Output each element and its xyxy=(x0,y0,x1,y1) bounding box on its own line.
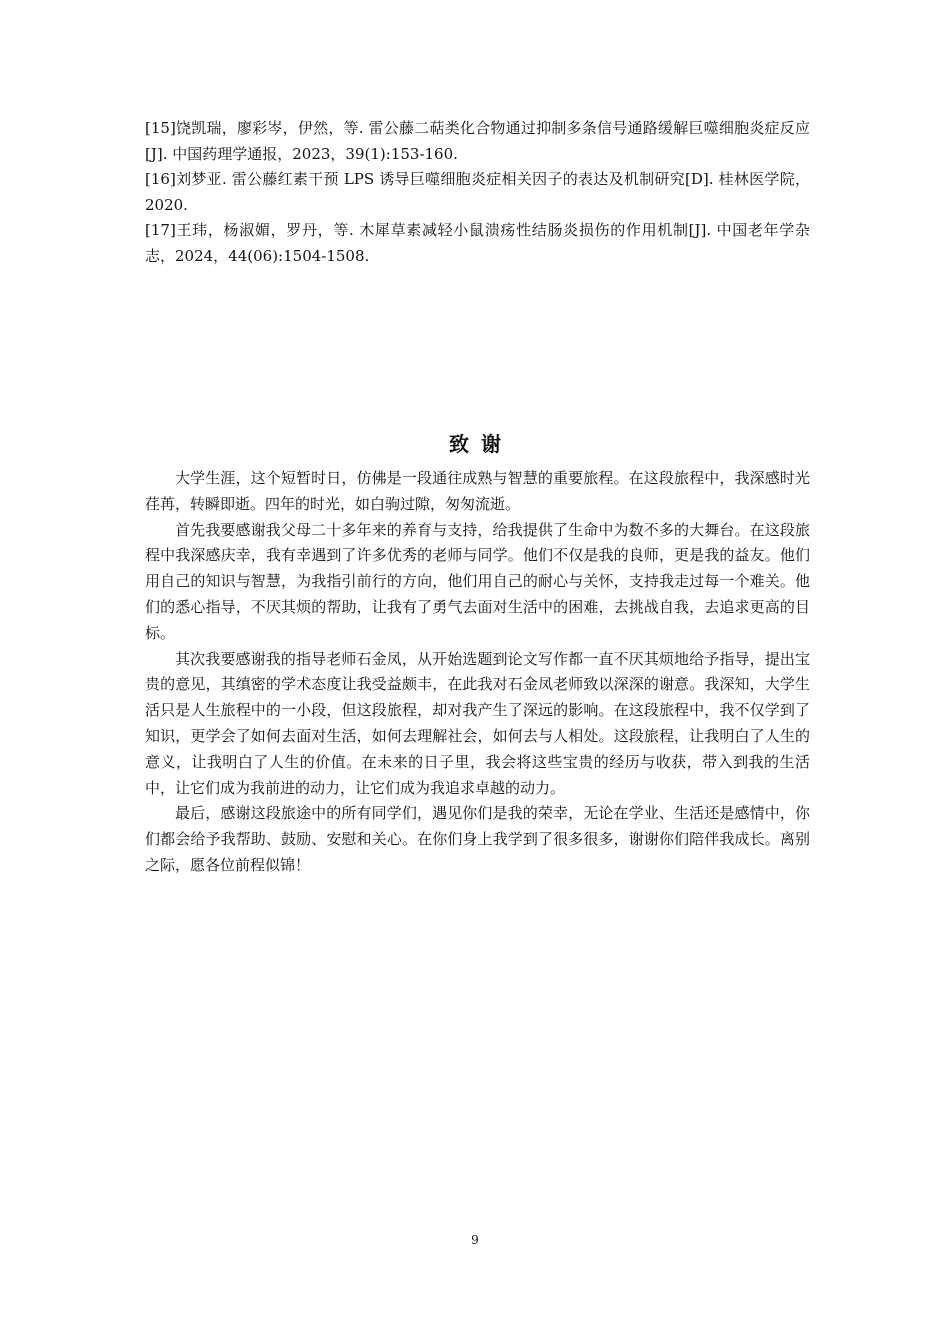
acknowledgement-paragraph-3: 其次我要感谢我的指导老师石金凤，从开始选题到论文写作都一直不厌其烦地给予指导，提出宝贵的意见，其缜密的学术态度让我受益颇丰，在此我对石金凤老师致以深深的谢意。我深知，大学生活只是人生旅程中的一小段，但这段旅程，却对我产生了深远的影响。在这段旅程中，我不仅学到了知识，更学会了如何去面对生活，如何去理解社会，如何去与人相处。这段旅程，让我明白了人生的意义，让我明白了人生的价值。在未来的日子里，我会将这些宝贵的经历与收获，带入到我的生活中，让它们成为我前进的动力，让它们成为我追求卓越的动力。 xyxy=(145,649,810,797)
page-number: 9 xyxy=(471,1233,479,1247)
acknowledgement-paragraph-2: 首先我要感谢我父母二十多年来的养育与支持，给我提供了生命中为数不多的大舞台。在这段旅程中我深感庆幸，我有幸遇到了许多优秀的老师与同学。他们不仅是我的良师，更是我的益友。他们用自己的知识与智慧，为我指引前行的方向，他们用自己的耐心与关怀，支持我走过每一个难关。他们的悉心指导，不厌其烦的帮助，让我有了勇气去面对生活中的困难，去挑战自我，去追求更高的目标。 xyxy=(145,520,810,642)
reference-item-15: [15]饶凯瑞，廖彩岑，伊然，等. 雷公藤二萜类化合物通过抑制多条信号通路缓解巨噬细胞炎症反应[J]. 中国药理学通报，2023，39(1):153-160. xyxy=(145,119,810,163)
acknowledgement-paragraph-1: 大学生涯，这个短暂时日，仿佛是一段通往成熟与智慧的重要旅程。在这段旅程中，我深感时光荏苒，转瞬即逝。四年的时光，如白驹过隙，匆匆流逝。 xyxy=(145,469,810,513)
acknowledgement-title: 致谢 xyxy=(449,432,513,456)
acknowledgement-body xyxy=(145,466,810,879)
reference-list xyxy=(145,116,810,269)
reference-item-17: [17]王玮，杨淑媚，罗丹，等. 木犀草素减轻小鼠溃疡性结肠炎损伤的作用机制[J]. 中国老年学杂志，2024，44(06):1504-1508. xyxy=(145,221,810,265)
acknowledgement-paragraph-4: 最后，感谢这段旅途中的所有同学们，遇见你们是我的荣幸，无论在学业、生活还是感情中，你们都会给予我帮助、鼓励、安慰和关心。在你们身上我学到了很多很多，谢谢你们陪伴我成长。离别之际，愿各位前程似锦！ xyxy=(145,804,810,874)
reference-item-16: [16]刘梦亚. 雷公藤红素干预 LPS 诱导巨噬细胞炎症相关因子的表达及机制研究[D]. 桂林医学院，2020. xyxy=(145,170,810,214)
